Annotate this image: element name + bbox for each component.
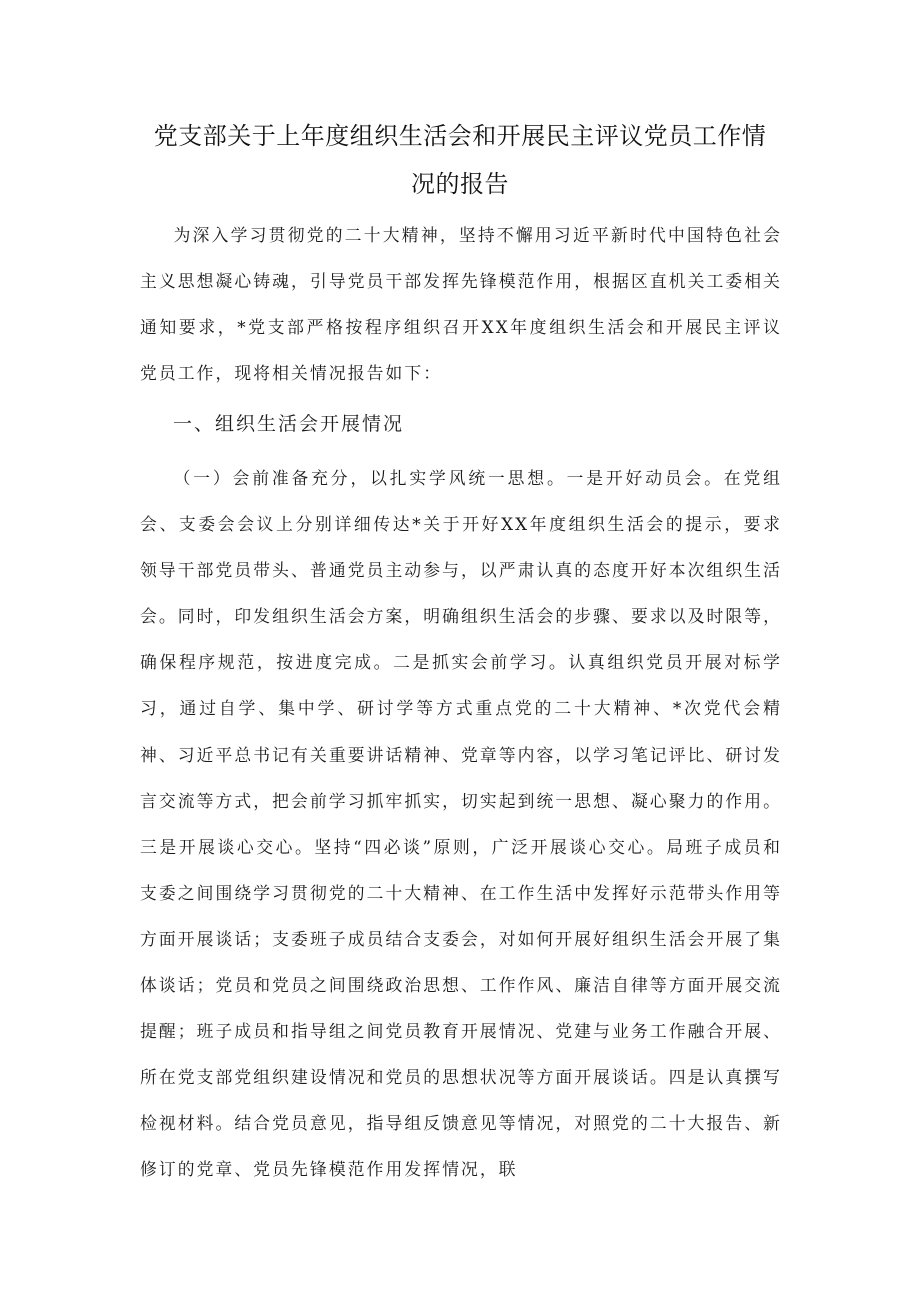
section-1-heading: 一、组织生活会开展情况 — [173, 413, 405, 435]
intro-paragraph: 为深入学习贯彻党的二十大精神，坚持不懈用习近平新时代中国特色社会主义思想凝心铸魂，引导党员干部发挥先锋模范作用，根据区直机关工委相关通知要求，*党支部严格按程序组织召开XX年度组织生活会和开展民主评议党员工作，现将相关情况报告如下： — [140, 225, 782, 384]
document-title-line-1: 党支部关于上年度组织生活会和开展民主评议党员工作情 — [153, 122, 767, 150]
section-1-paragraph: （一）会前准备充分，以扎实学风统一思想。一是开好动员会。在党组会、支委会会议上分别详细传达*关于开好XX年度组织生活会的提示，要求领导干部党员带头、普通党员主动参与，以严肃认真的态度开好本次组织生活会。同时，印发组织生活会方案，明确组织生活会的步骤、要求以及时限等，确保程序规范，按进度完成。二是抓实会前学习。认真组织党员开展对标学习，通过自学、集中学、研讨学等方式重点党的二十大精神、*次党代会精神、习近平总书记有关重要讲话精神、党章等内容，以学习笔记评比、研讨发言交流等方式，把会前学习抓牢抓实，切实起到统一思想、凝心聚力的作用。三是开展谈心交心。坚持“四必谈”原则，广泛开展谈心交心。局班子成员和支委之间围绕学习贯彻党的二十大精神、在工作生活中发挥好示范带头作用等方面开展谈话；支委班子成员结合支委会，对如何开展好组织生活会开展了集体谈话；党员和党员之间围绕政治思想、工作作风、廉洁自律等方面开展交流提醒；班子成员和指导组之间党员教育开展情况、党建与业务工作融合开展、所在党支部党组织建设情况和党员的思想状况等方面开展谈话。四是认真撰写检视材料。结合党员意见，指导组反馈意见等情况，对照党的二十大报告、新修订的党章、党员先锋模范作用发挥情况，联 — [140, 468, 782, 1180]
document-title-line-2: 况的报告 — [411, 170, 509, 198]
